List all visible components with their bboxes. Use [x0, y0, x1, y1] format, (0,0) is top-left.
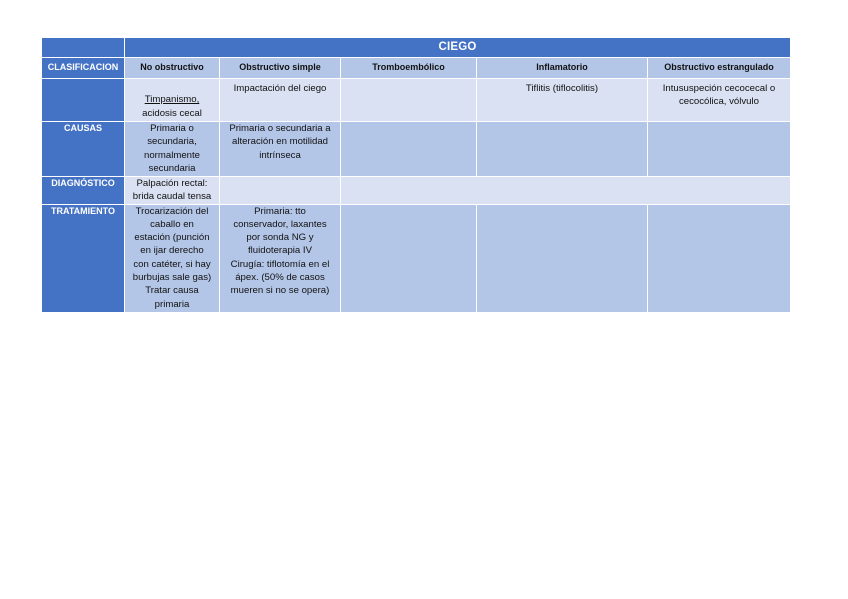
cell-line: primaria: [154, 298, 190, 310]
cell-clasificacion-no-obstructivo: [125, 79, 220, 122]
cell-line: estación (punción: [134, 232, 210, 244]
table-title: CIEGO: [125, 38, 791, 58]
row-label-clasificacion: CLASIFICACION: [42, 58, 125, 79]
cell-clasificacion-obstructivo-simple: [220, 79, 341, 122]
tratamiento-row: [42, 204, 791, 312]
column-header-tromboembolico: Tromboembólico: [341, 58, 477, 79]
cell-line: Cirugía: tiflotomía en el: [230, 258, 330, 270]
column-header-row: [42, 58, 791, 79]
cell-tratamiento-tromboembolico: [341, 204, 477, 312]
cell-tratamiento-obstructivo-simple: [220, 204, 341, 312]
cell-clasificacion-obstructivo-estrangulado: [648, 79, 791, 122]
cell-diagnostico-no-obstructivo: [125, 177, 220, 205]
cell-line: con catéter, si hay: [133, 258, 211, 270]
cell-line: burbujas sale gas): [132, 272, 212, 284]
cell-line: caballo en: [150, 218, 194, 230]
causas-row: [42, 122, 791, 177]
ciego-table: [41, 37, 791, 313]
cell-line: cecocólica, vólvulo: [679, 96, 759, 108]
cell-line: Primaria: tto: [254, 205, 306, 217]
diagnostico-row: [42, 177, 791, 205]
cell-line: Timpanismo,: [144, 94, 200, 106]
cell-causas-inflamatorio: [477, 122, 648, 177]
corner-cell: [42, 38, 125, 58]
cell-clasificacion-inflamatorio: [477, 79, 648, 122]
column-header-inflamatorio: Inflamatorio: [477, 58, 648, 79]
cell-line: fluidoterapia IV: [248, 245, 312, 257]
cell-line: normalmente: [144, 149, 200, 161]
cell-causas-tromboembolico: [341, 122, 477, 177]
cell-tratamiento-obstructivo-estrangulado: [648, 204, 791, 312]
cell-line: Primaria o: [150, 123, 194, 134]
column-header-no-obstructivo: No obstructivo: [125, 58, 220, 79]
cell-line: mueren si no se opera): [230, 285, 330, 297]
column-header-obstructivo-estrangulado: Obstructivo estrangulado: [648, 58, 791, 79]
cell-line: Intususpeción cecocecal o: [662, 83, 776, 94]
column-header-obstructivo-simple: Obstructivo simple: [220, 58, 341, 79]
cell-line: Impactación del ciego: [233, 83, 327, 94]
cell-line: acidosis cecal: [142, 107, 202, 119]
cell-line: secundaria,: [147, 136, 197, 148]
cell-line: secundaria: [148, 162, 196, 174]
cell-line: alteración en motilidad: [232, 136, 328, 148]
cell-line: conservador, laxantes: [233, 218, 327, 230]
cell-causas-obstructivo-estrangulado: [648, 122, 791, 177]
cell-causas-obstructivo-simple: [220, 122, 341, 177]
cell-line: por sonda NG y: [246, 232, 314, 244]
cell-clasificacion-tromboembolico: [341, 79, 477, 122]
cell-line: Palpación rectal:: [136, 178, 208, 189]
cell-tratamiento-inflamatorio: [477, 204, 648, 312]
title-row: [42, 38, 791, 58]
cell-diagnostico-obstructivo-simple: [220, 177, 341, 205]
cell-line: Tratar causa: [145, 285, 199, 297]
cell-causas-no-obstructivo: [125, 122, 220, 177]
cell-line: intrínseca: [259, 149, 301, 161]
row-label-blank: [42, 79, 125, 122]
row-label-diagnostico: DIAGNÓSTICO: [42, 177, 125, 205]
cell-line: Trocarización del: [135, 205, 209, 217]
cell-line: brida caudal tensa: [132, 191, 212, 203]
cell-line: ápex. (50% de casos: [235, 272, 325, 284]
cell-diagnostico-merged: [341, 177, 791, 205]
row-label-causas: CAUSAS: [42, 122, 125, 177]
cell-tratamiento-no-obstructivo: [125, 204, 220, 312]
cell-line: Primaria o secundaria a: [229, 123, 331, 134]
row-label-tratamiento: TRATAMIENTO: [42, 204, 125, 312]
clasificacion-description-row: [42, 79, 791, 122]
cell-line: en ijar derecho: [140, 245, 204, 257]
cell-line: Tiflitis (tiflocolitis): [525, 83, 599, 94]
